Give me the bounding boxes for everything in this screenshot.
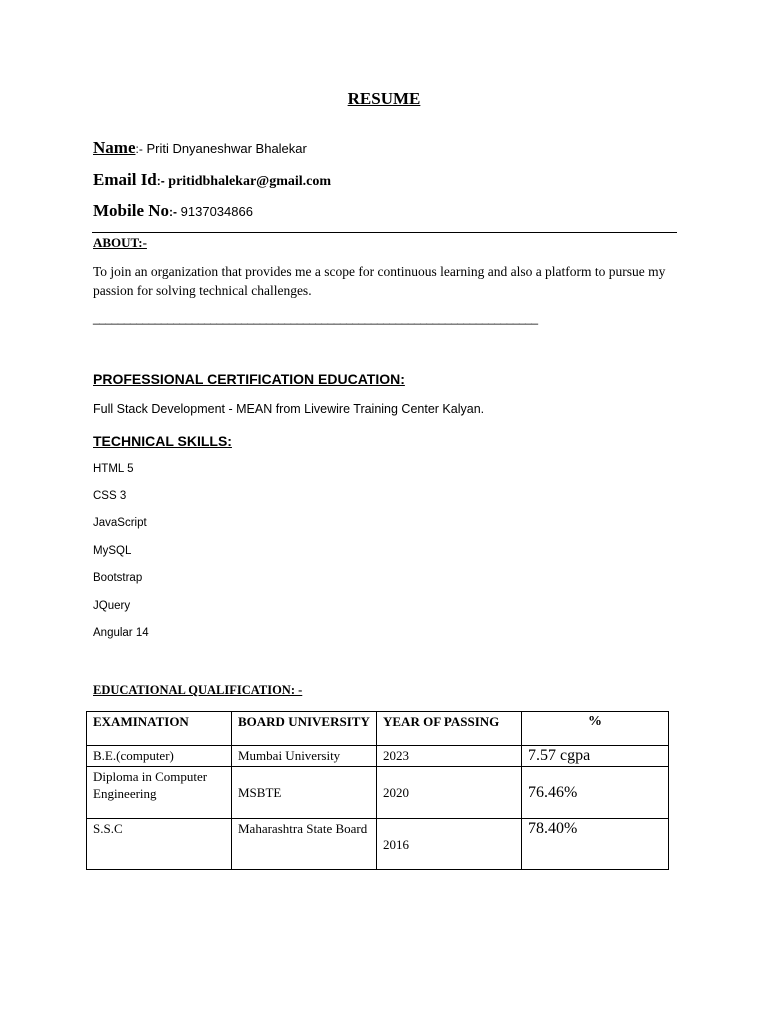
name-label: Name	[93, 138, 136, 157]
mobile-separator: :-	[169, 205, 178, 219]
mobile-row	[93, 201, 253, 221]
skill-item: Angular 14	[93, 627, 149, 639]
about-text: To join an organization that provides me a scope for continuous learning and also a platform to pursue my passion for solving technical challenges.	[93, 264, 666, 298]
table-row	[87, 746, 669, 767]
cell-year: 2020	[377, 767, 522, 819]
cell-examination: B.E.(computer)	[87, 746, 232, 767]
cell-percent: 76.46%	[522, 767, 669, 819]
cell-board: Mumbai University	[232, 746, 377, 767]
name-separator: :-	[135, 142, 143, 156]
cell-year: 2016	[377, 819, 522, 870]
column-header-percent: %	[522, 712, 669, 746]
skill-item: JQuery	[93, 600, 131, 612]
email-row	[93, 170, 331, 190]
column-header-examination: EXAMINATION	[87, 712, 232, 746]
about-heading: ABOUT:-	[93, 235, 147, 250]
skill-item: JavaScript	[93, 517, 147, 529]
horizontal-rule	[92, 232, 677, 233]
table-row	[87, 767, 669, 819]
cell-percent: 7.57 cgpa	[522, 746, 669, 767]
email-value: pritidbhalekar@gmail.com	[164, 174, 332, 189]
mobile-label: Mobile No	[93, 201, 170, 220]
column-header-year: YEAR OF PASSING	[377, 712, 522, 746]
resume-title: RESUME	[347, 89, 421, 108]
cell-examination: S.S.C	[87, 819, 232, 870]
skill-item: HTML 5	[93, 463, 134, 475]
skill-item: CSS 3	[93, 490, 127, 502]
column-header-board: BOARD UNIVERSITY	[232, 712, 377, 746]
cell-year: 2023	[377, 746, 522, 767]
cell-percent: 78.40%	[522, 819, 669, 870]
skill-item: MySQL	[93, 545, 132, 557]
cell-board: Maharashtra State Board	[232, 819, 377, 870]
table-header-row	[87, 712, 669, 746]
table-row	[87, 819, 669, 870]
email-label: Email Id	[93, 170, 157, 189]
cell-board: MSBTE	[232, 767, 377, 819]
skill-item: Bootstrap	[93, 572, 143, 584]
certification-heading: PROFESSIONAL CERTIFICATION EDUCATION:	[93, 371, 405, 387]
education-table	[86, 711, 669, 870]
name-row	[93, 138, 307, 158]
about-underline: ________________________________________________________________________	[93, 311, 538, 325]
education-heading: EDUCATIONAL QUALIFICATION: -	[93, 683, 303, 697]
mobile-value: 9137034866	[177, 204, 253, 219]
cell-examination: Diploma in Computer Engineering	[87, 767, 232, 819]
name-value: Priti Dnyaneshwar Bhalekar	[142, 141, 307, 156]
email-separator: :-	[156, 174, 165, 188]
certification-text: Full Stack Development - MEAN from Livewire Training Center Kalyan.	[93, 402, 485, 416]
skills-heading: TECHNICAL SKILLS:	[93, 433, 232, 449]
